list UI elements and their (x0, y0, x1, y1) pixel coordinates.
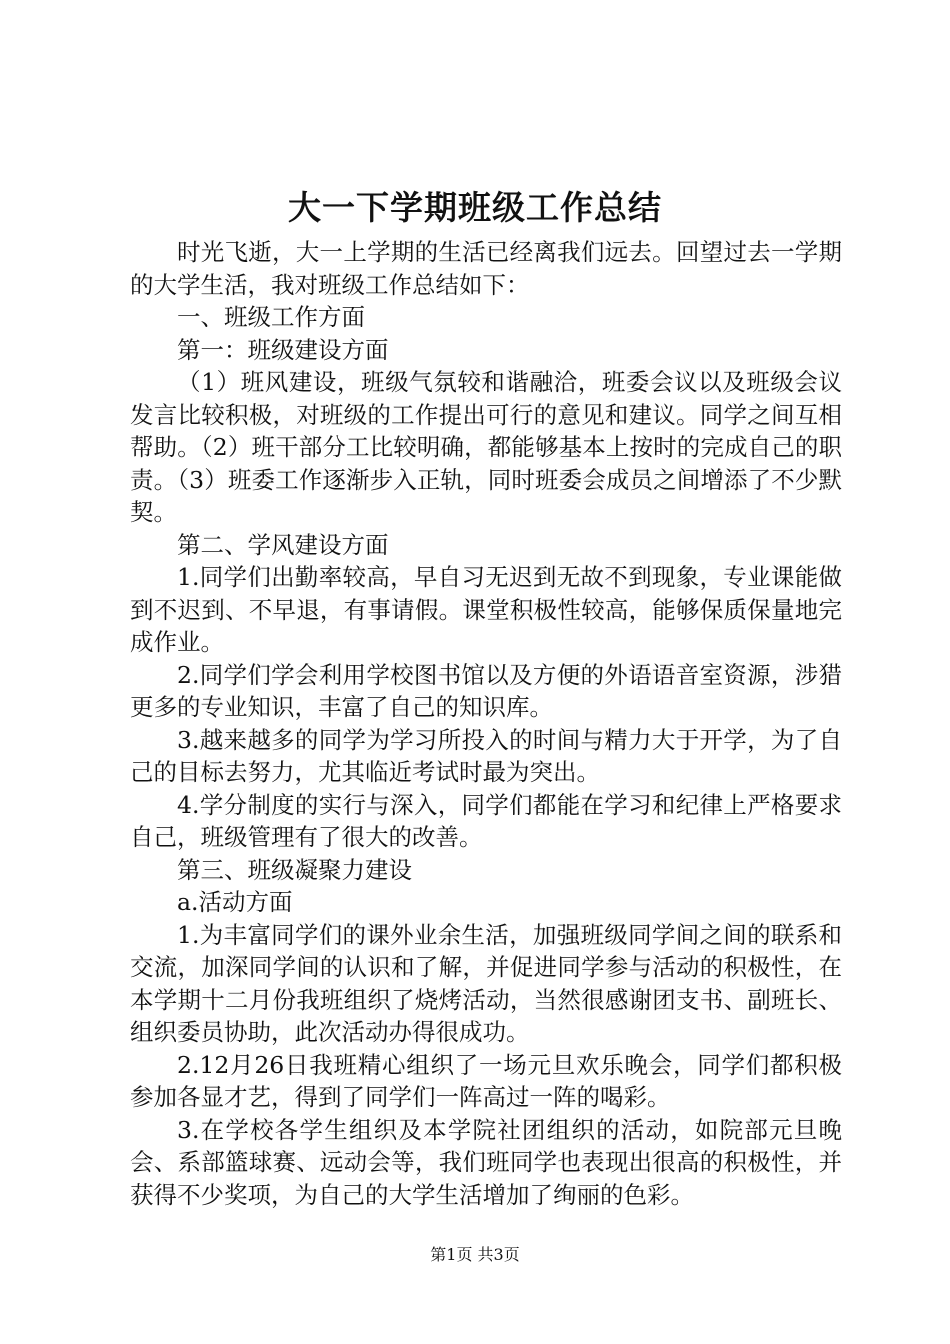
subsection-heading-study-style: 第二、学风建设方面 (177, 530, 389, 559)
paragraph-intro: 时光飞逝，大一上学期的生活已经离我们远去。回望过去一学期的大学生活，我对班级工作总结如下： (130, 238, 842, 299)
document-title: 大一下学期班级工作总结 (288, 188, 662, 227)
section-heading-class-work: 一、班级工作方面 (177, 303, 365, 331)
document-body (130, 236, 842, 1211)
paragraph-study-item-1: 1.同学们出勤率较高，早自习无迟到无故不到现象，专业课能做到不迟到、不早退，有事请假。课堂积极性较高，能够保质保量地完成作业。 (130, 563, 842, 656)
paragraph-activity-item-3: 3.在学校各学生组织及本学院社团组织的活动，如院部元旦晚会、系部篮球赛、远动会等，我们班同学也表现出很高的积极性，并获得不少奖项，为自己的大学生活增加了绚丽的色彩。 (130, 1115, 842, 1209)
paragraph-study-item-2: 2.同学们学会利用学校图书馆以及方便的外语语音室资源，涉猎更多的专业知识，丰富了自己的知识库。 (130, 660, 842, 721)
subsection-heading-cohesion: 第三、班级凝聚力建设 (177, 855, 412, 884)
paragraph-study-item-3: 3.越来越多的同学为学习所投入的时间与精力大于开学，为了自己的目标去努力，尤其临近考试时最为突出。 (130, 725, 842, 786)
subsection-heading-activities: a.活动方面 (177, 888, 293, 916)
paragraph-study-item-4: 4.学分制度的实行与深入，同学们都能在学习和纪律上严格要求自己，班级管理有了很大的改善。 (130, 790, 842, 851)
paragraph-activity-item-1: 1.为丰富同学们的课外业余生活，加强班级同学间之间的联系和交流，加深同学间的认识和了解，并促进同学参与活动的积极性，在本学期十二月份我班组织了烧烤活动，当然很感谢团支书、副班长、组织委员协助，此次活动办得很成功。 (130, 920, 842, 1046)
page-footer: 第1页 共3页 (430, 1245, 520, 1264)
paragraph-class-building: （1）班风建设，班级气氛较和谐融洽，班委会议以及班级会议发言比较积极，对班级的工作提出可行的意见和建议。同学之间互相帮助。（2）班干部分工比较明确，都能够基本上按时的完成自己的职责。（3）班委工作逐渐步入正轨，同时班委会成员之间增添了不少默契。 (130, 368, 842, 526)
paragraph-activity-item-2: 2.12月26日我班精心组织了一场元旦欢乐晚会，同学们都积极参加各显才艺，得到了同学们一阵高过一阵的喝彩。 (130, 1050, 842, 1111)
subsection-heading-class-building: 第一：班级建设方面 (177, 335, 389, 364)
